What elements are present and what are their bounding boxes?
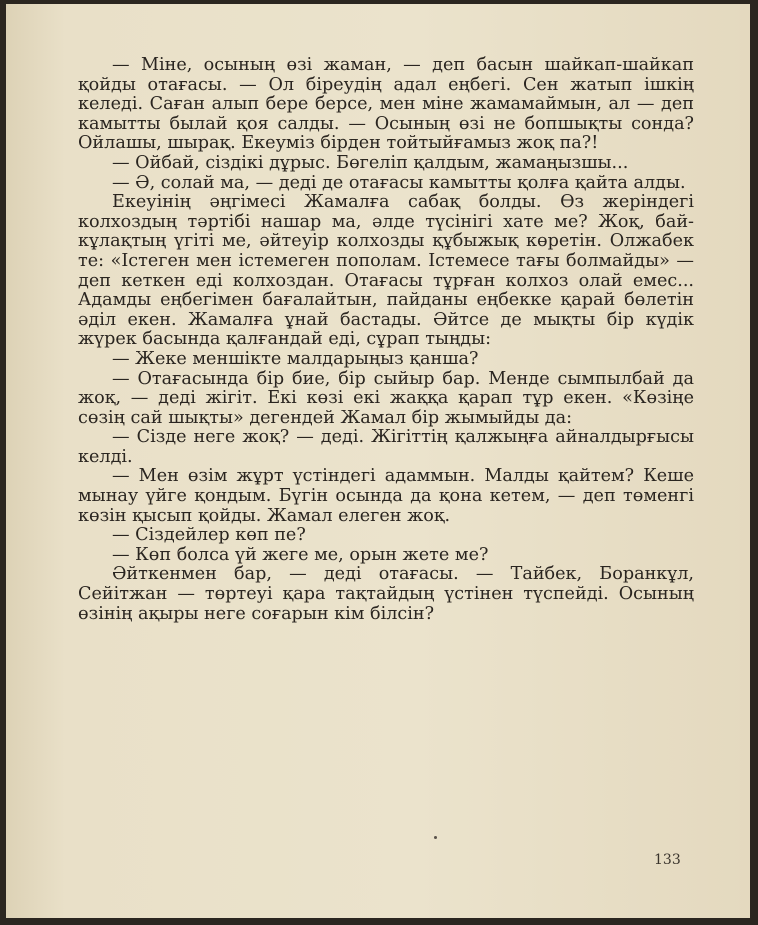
paragraph-8: — Мен өзім жұрт үстіндегі адаммын. Малды қайтем? Кеше мынау үйге қондым. Бүгін осында да қона кетем, — деп төменгі көзін қысып қойды. Жамал елеген жоқ. — [78, 466, 694, 526]
book-page — [6, 4, 750, 918]
paragraph-4: Екеуінің әңгімесі Жамалға сабақ болды. Өз жеріндегі колхоздың тәртібі нашар ма, әлде түсінігі хате ме? Жоқ, бай-кұлақтың үгіті ме, әйтеуір колхозды құбыжық көретін. Олжабек те: «Істеген мен істемеген пополам. Істемесе тағы болмайды» — деп кеткен еді колхоздан. Отағасы тұрған колхоз олай емес... Адамды еңбегімен бағалайтын, пайданы еңбекке қарай бөлетін әділ екен. Жамалға ұнай бастады. Әйтсе де мықты бір күдік жүрек басында қалғандай еді, сұрап тыңды: — [78, 192, 694, 350]
paragraph-2: — Ойбай, сіздікі дұрыс. Бөгеліп қалдым, жамаңызшы... — [112, 152, 629, 173]
paragraph-1: — Міне, осының өзі жаман, — деп басын шайкап-шайкап қойды отағасы. — Ол біреудің адал еңбегі. Сен жатып ішкің келеді. Саған алып бере берсе, мен міне жамамаймын, ал — деп камытты былай қоя салды. — Осының өзі не бопшықты сонда? Ойлашы, шырақ. Екеуміз бірден тойтыйғамыз жоқ па?! — [78, 55, 694, 154]
paragraph-7: — Сізде неге жоқ? — деді. Жігіттің қалжыңға айналдырғысы келді. — [78, 427, 694, 467]
paragraph-5: — Жеке меншікте малдарыңыз қанша? — [112, 348, 479, 369]
page-number: 133 — [654, 852, 681, 868]
paragraph-6: — Отағасында бір бие, бір сыйыр бар. Менде сымпылбай да жоқ, — деді жігіт. Екі көзі екі жаққа қарап тұр екен. «Көзіңе сөзің сай шықты» дегендей Жамал бір жымыйды да: — [78, 368, 694, 428]
paragraph-9: — Сіздейлер көп пе? — [112, 525, 306, 546]
body-text — [78, 56, 694, 624]
ink-speck — [434, 836, 437, 839]
paragraph-11: Әйткенмен бар, — деді отағасы. — Тайбек, Боранкұл, Сейітжан — төртеуі қара тақтайдың үстінен түспейді. Осының өзінің ақыры неге соғарын кім білсін? — [78, 564, 694, 624]
paragraph-10: — Көп болса үй жеге ме, орын жете ме? — [112, 544, 489, 565]
paragraph-3: — Ә, солай ма, — деді де отағасы камытты қолға қайта алды. — [112, 172, 686, 193]
